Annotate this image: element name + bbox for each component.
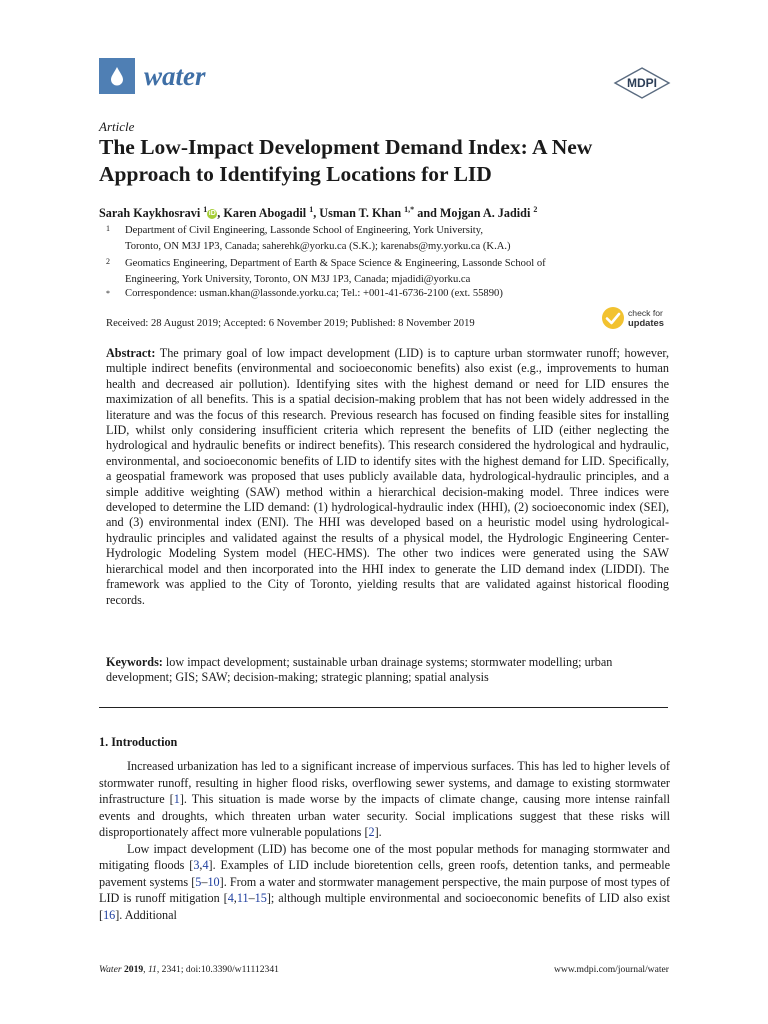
journal-logo[interactable] bbox=[99, 58, 206, 94]
keywords-text: low impact development; sustainable urban drainage systems; stormwater modelling; urban development; GIS; SAW; decision-making; strategic planning; spatial analysis bbox=[106, 655, 613, 685]
author-name[interactable]: Karen Abogadil bbox=[223, 206, 307, 221]
water-drop-icon bbox=[99, 58, 135, 94]
citation-link[interactable]: 4 bbox=[227, 891, 234, 905]
correspondence-line: Correspondence: usman.khan@lassonde.yorku.ca; Tel.: +001-41-6736-2100 (ext. 55890) bbox=[125, 288, 503, 299]
author-list: Sarah Kaykhosravi $^1$ iD , Karen Abogadil $^1$, Usman T. Khan $^{1,*}$ and Mojgan A. Jadidi $^2$ bbox=[99, 205, 538, 221]
abstract bbox=[106, 346, 669, 608]
citation-link[interactable]: 3 bbox=[193, 858, 200, 872]
paragraph-text: ]; although multiple environmental and socioeconomic benefits of LID also exist [ bbox=[99, 891, 670, 922]
footer-year: 2019 bbox=[123, 964, 144, 975]
paragraph-text: ]. bbox=[374, 825, 382, 839]
footer-url[interactable]: www.mdpi.com/journal/water bbox=[553, 964, 669, 975]
affiliation-line: Department of Civil Engineering, Lassonde School of Engineering, York University, bbox=[125, 225, 483, 236]
author-affiliation-sup: 1 bbox=[203, 205, 208, 214]
paragraph-text: Increased urbanization has led to a significant increase of impervious surfaces. This has led to higher levels of stormwater runoff, resulting in higher flood risks, overflowing sewer systems, and damage to existing stormwater infrastructure [ bbox=[99, 759, 670, 806]
check-updates-line1: check for bbox=[628, 307, 663, 318]
author-name[interactable]: Usman T. Khan bbox=[319, 206, 402, 221]
citation-link[interactable]: 11 bbox=[236, 891, 249, 905]
abstract-text: The primary goal of low impact development (LID) is to capture urban stormwater runoff; however, multiple indirect benefits (environmental and socioeconomic benefits) also exist (e.g., improvements to human health and decreased air pollution). Identifying sites with the highest demand or need for LID ensures the maximization of all benefits. This is a spatial decision-making problem that has not been widely addressed in the literature and was the focus of this research. Previous research has focused on finding feasible sites for installing LID, whilst only considering insufficient criteria which represent the benefits of LID (either neglecting the hydrological and hydraulic benefits or indirect benefits). This research considered the hydrological and hydraulic, environmental, and socioeconomic benefits of LID to identify sites with the highest demand for LID. Specifically, a geospatial framework was proposed that uses publicly available data, hydrological-hydraulic principles, and a simple additive weighting (SAW) method within a hierarchical decision-making model. Three indices were developed to determine the LID demand: (1) hydrological-hydraulic index (HHI), (2) socioeconomic index (SEI), and (3) environmental index (ENI). The HHI was developed based on a heuristic model using hydrological-hydraulic principles and validated against the results of a physical model, the Hydrologic Engineering Center-Hydrologic Modeling System model (HEC-HMS). The other two indices were generated using the SAW hierarchical model and then incorporated into the HHI index to generate the LID demand index (LIDDI). The framework was applied to the City of Toronto, yielding results that are validated against historical flooding records. bbox=[106, 346, 669, 607]
author-affiliation-sup: 2 bbox=[533, 205, 538, 214]
article-type: Article bbox=[99, 119, 135, 134]
keywords bbox=[106, 655, 669, 686]
citation-link[interactable]: 10 bbox=[207, 874, 220, 889]
author-name[interactable]: Sarah Kaykhosravi bbox=[99, 206, 201, 221]
paragraph-text: – bbox=[248, 891, 255, 905]
citation-link[interactable]: 15 bbox=[254, 891, 267, 905]
citation-link[interactable]: 2 bbox=[368, 825, 375, 839]
citation-link[interactable]: 5 bbox=[195, 874, 202, 889]
citation-link[interactable]: 4 bbox=[202, 858, 209, 872]
footer-volume: 11 bbox=[147, 964, 157, 975]
paragraph-text: ]. Examples of LID include bioretention cells, green roofs, detention tanks, and permeable pavement systems [ bbox=[99, 858, 670, 889]
paragraph-text: Low impact development (LID) has become one of the most popular methods for managing stormwater and mitigating floods [ bbox=[99, 841, 670, 872]
correspondence-marker: * bbox=[106, 289, 110, 298]
introduction-body bbox=[99, 758, 670, 923]
orcid-icon[interactable]: iD bbox=[208, 210, 216, 218]
citation-link[interactable]: 1 bbox=[173, 792, 180, 806]
author-affiliation-sup: 1 bbox=[309, 205, 314, 214]
keywords-label: Keywords: bbox=[106, 655, 163, 669]
publisher-name: MDPI bbox=[627, 76, 657, 90]
footer-citation: Water 2019, 11, 2341; doi:10.3390/w11112341 bbox=[99, 964, 279, 975]
paragraph-text: , bbox=[233, 891, 237, 905]
footer-doi: , 2341; doi:10.3390/w11112341 bbox=[156, 964, 279, 975]
check-updates-icon bbox=[601, 306, 625, 330]
journal-name: water bbox=[144, 60, 206, 91]
check-for-updates-badge[interactable] bbox=[601, 306, 664, 330]
author-name[interactable]: Mojgan A. Jadidi bbox=[439, 206, 531, 221]
section-divider bbox=[99, 707, 668, 708]
affiliation-marker: 1 bbox=[106, 224, 110, 233]
paragraph-text: ]. From a water and stormwater management perspective, the main purpose of most types of LID is runoff mitigation [ bbox=[99, 874, 670, 905]
paragraph-text: , bbox=[199, 858, 203, 872]
paragraph-text: ]. Additional bbox=[115, 907, 177, 922]
article-title: The Low-Impact Development Demand Index: A New Approach to Identifying Locations for LID bbox=[99, 135, 593, 186]
mdpi-logo[interactable] bbox=[612, 66, 672, 100]
paragraph-2 bbox=[99, 841, 670, 924]
abstract-label: Abstract: bbox=[106, 346, 156, 360]
paragraph-text: – bbox=[201, 874, 208, 889]
author-affiliation-sup: 1,* bbox=[404, 205, 415, 214]
publication-dates: Received: 28 August 2019; Accepted: 6 November 2019; Published: 8 November 2019 bbox=[106, 318, 475, 329]
affiliation-marker: 2 bbox=[106, 257, 110, 266]
section-heading: 1. Introduction bbox=[99, 735, 178, 749]
affiliation-line: Engineering, York University, Toronto, ON M3J 1P3, Canada; mjadidi@yorku.ca bbox=[125, 273, 471, 285]
affiliation-line: Geomatics Engineering, Department of Earth & Space Science & Engineering, Lassonde School of bbox=[125, 258, 546, 269]
check-updates-line2: updates bbox=[628, 316, 664, 328]
affiliation-line: Toronto, ON M3J 1P3, Canada; saherehk@yorku.ca (S.K.); karenabs@my.yorku.ca (K.A.) bbox=[125, 240, 511, 252]
paragraph-1 bbox=[99, 758, 670, 841]
paragraph-text: ]. This situation is made worse by the impacts of climate change, causing more intense rainfall events and droughts, which threaten urban water security. Social implications suggest that these risks will disproportionately affect more vulnerable populations [ bbox=[99, 792, 670, 839]
citation-link[interactable]: 16 bbox=[103, 907, 116, 922]
footer-journal: Water bbox=[99, 964, 122, 975]
